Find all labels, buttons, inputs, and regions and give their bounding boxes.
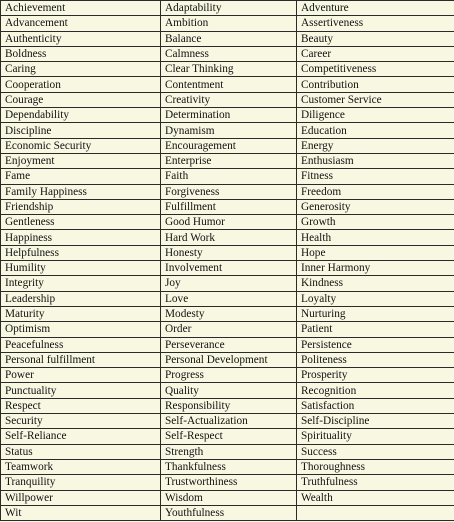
table-cell: Customer Service — [297, 92, 454, 107]
table-cell: Joy — [161, 276, 297, 291]
table-cell: Self-Reliance — [1, 429, 161, 444]
table-cell: Enterprise — [161, 153, 297, 168]
table-cell: Involvement — [161, 261, 297, 276]
table-row — [1, 459, 454, 474]
table-row — [1, 123, 454, 138]
table-cell: Happiness — [1, 230, 161, 245]
table-cell: Success — [297, 444, 454, 459]
table-row — [1, 108, 454, 123]
table-cell: Modesty — [161, 306, 297, 321]
table-cell: Maturity — [1, 306, 161, 321]
table-row — [1, 383, 454, 398]
table-row — [1, 444, 454, 459]
table-row — [1, 475, 454, 490]
table-cell: Trustworthiness — [161, 475, 297, 490]
table-cell: Peacefulness — [1, 337, 161, 352]
table-cell: Calmness — [161, 46, 297, 61]
table-cell: Personal Development — [161, 352, 297, 367]
table-row — [1, 322, 454, 337]
table-row — [1, 291, 454, 306]
table-cell: Clear Thinking — [161, 62, 297, 77]
table-row — [1, 138, 454, 153]
table-row — [1, 414, 454, 429]
table-cell: Self-Respect — [161, 429, 297, 444]
table-cell: Wisdom — [161, 490, 297, 505]
table-row — [1, 199, 454, 214]
table-cell: Responsibility — [161, 398, 297, 413]
table-cell: Self-Discipline — [297, 414, 454, 429]
table-cell: Creativity — [161, 92, 297, 107]
table-cell: Competitiveness — [297, 62, 454, 77]
table-row — [1, 62, 454, 77]
table-cell: Personal fulfillment — [1, 352, 161, 367]
table-cell: Achievement — [1, 1, 161, 16]
table-cell: Diligence — [297, 108, 454, 123]
table-cell: Spirituality — [297, 429, 454, 444]
table-cell: Hope — [297, 245, 454, 260]
table-cell: Fitness — [297, 169, 454, 184]
table-cell: Fulfillment — [161, 199, 297, 214]
table-row — [1, 337, 454, 352]
table-row — [1, 169, 454, 184]
table-cell: Cooperation — [1, 77, 161, 92]
values-table-body — [1, 1, 454, 521]
table-cell: Discipline — [1, 123, 161, 138]
table-cell: Enjoyment — [1, 153, 161, 168]
table-cell: Helpfulness — [1, 245, 161, 260]
table-cell — [297, 505, 454, 520]
table-cell: Energy — [297, 138, 454, 153]
table-cell: Perseverance — [161, 337, 297, 352]
table-cell: Self-Actualization — [161, 414, 297, 429]
table-cell: Career — [297, 46, 454, 61]
table-cell: Recognition — [297, 383, 454, 398]
table-cell: Nurturing — [297, 306, 454, 321]
table-cell: Politeness — [297, 352, 454, 367]
table-cell: Determination — [161, 108, 297, 123]
table-cell: Hard Work — [161, 230, 297, 245]
table-cell: Good Humor — [161, 215, 297, 230]
table-cell: Adaptability — [161, 1, 297, 16]
table-cell: Thoroughness — [297, 459, 454, 474]
table-cell: Willpower — [1, 490, 161, 505]
table-row — [1, 368, 454, 383]
table-cell: Contentment — [161, 77, 297, 92]
table-cell: Education — [297, 123, 454, 138]
table-cell: Order — [161, 322, 297, 337]
table-row — [1, 184, 454, 199]
table-cell: Humility — [1, 261, 161, 276]
table-cell: Forgiveness — [161, 184, 297, 199]
table-row — [1, 92, 454, 107]
table-cell: Leadership — [1, 291, 161, 306]
table-cell: Persistence — [297, 337, 454, 352]
table-cell: Respect — [1, 398, 161, 413]
table-row — [1, 46, 454, 61]
table-row — [1, 352, 454, 367]
table-row — [1, 77, 454, 92]
table-cell: Thankfulness — [161, 459, 297, 474]
table-cell: Courage — [1, 92, 161, 107]
table-cell: Friendship — [1, 199, 161, 214]
table-cell: Gentleness — [1, 215, 161, 230]
table-row — [1, 31, 454, 46]
table-row — [1, 215, 454, 230]
table-cell: Wealth — [297, 490, 454, 505]
table-cell: Freedom — [297, 184, 454, 199]
table-row — [1, 490, 454, 505]
table-cell: Quality — [161, 383, 297, 398]
table-cell: Strength — [161, 444, 297, 459]
table-cell: Inner Harmony — [297, 261, 454, 276]
table-cell: Integrity — [1, 276, 161, 291]
table-row — [1, 230, 454, 245]
table-cell: Family Happiness — [1, 184, 161, 199]
table-cell: Balance — [161, 31, 297, 46]
table-cell: Beauty — [297, 31, 454, 46]
table-row — [1, 276, 454, 291]
table-cell: Faith — [161, 169, 297, 184]
table-cell: Patient — [297, 322, 454, 337]
table-row — [1, 153, 454, 168]
table-cell: Ambition — [161, 16, 297, 31]
table-row — [1, 245, 454, 260]
table-row — [1, 16, 454, 31]
table-row — [1, 1, 454, 16]
table-cell: Contribution — [297, 77, 454, 92]
table-cell: Kindness — [297, 276, 454, 291]
table-cell: Adventure — [297, 1, 454, 16]
table-cell: Generosity — [297, 199, 454, 214]
table-cell: Loyalty — [297, 291, 454, 306]
table-cell: Progress — [161, 368, 297, 383]
table-cell: Youthfulness — [161, 505, 297, 520]
table-cell: Growth — [297, 215, 454, 230]
table-row — [1, 261, 454, 276]
table-cell: Advancement — [1, 16, 161, 31]
table-cell: Love — [161, 291, 297, 306]
table-cell: Authenticity — [1, 31, 161, 46]
table-cell: Optimism — [1, 322, 161, 337]
table-cell: Tranquility — [1, 475, 161, 490]
table-cell: Security — [1, 414, 161, 429]
table-cell: Encouragement — [161, 138, 297, 153]
table-cell: Health — [297, 230, 454, 245]
table-cell: Fame — [1, 169, 161, 184]
table-row — [1, 429, 454, 444]
table-row — [1, 398, 454, 413]
table-cell: Boldness — [1, 46, 161, 61]
table-cell: Punctuality — [1, 383, 161, 398]
table-cell: Wit — [1, 505, 161, 520]
table-cell: Status — [1, 444, 161, 459]
table-cell: Enthusiasm — [297, 153, 454, 168]
table-cell: Dependability — [1, 108, 161, 123]
table-cell: Economic Security — [1, 138, 161, 153]
table-row — [1, 505, 454, 520]
table-cell: Caring — [1, 62, 161, 77]
table-cell: Teamwork — [1, 459, 161, 474]
table-cell: Assertiveness — [297, 16, 454, 31]
table-cell: Honesty — [161, 245, 297, 260]
table-row — [1, 306, 454, 321]
table-cell: Prosperity — [297, 368, 454, 383]
table-cell: Dynamism — [161, 123, 297, 138]
table-cell: Satisfaction — [297, 398, 454, 413]
table-cell: Power — [1, 368, 161, 383]
table-cell: Truthfulness — [297, 475, 454, 490]
